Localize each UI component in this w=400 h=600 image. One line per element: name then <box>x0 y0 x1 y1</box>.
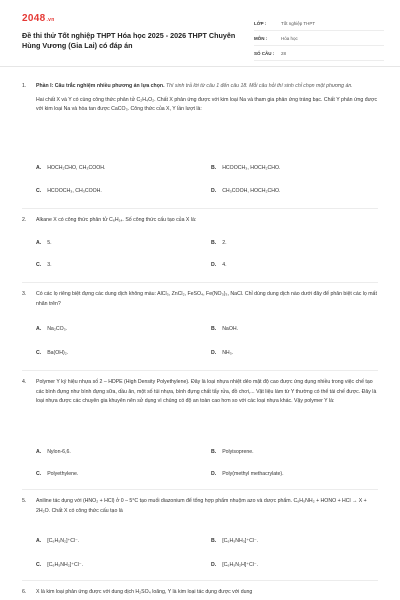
meta-key: LỚP : <box>254 20 267 26</box>
option-d[interactable] <box>211 350 376 360</box>
meta-value: 28 <box>281 50 287 56</box>
option-b[interactable] <box>211 326 376 336</box>
option-letter: B. <box>211 326 217 332</box>
option-letter: A. <box>36 538 42 544</box>
option-text: [C₆H₅N₂]⁺Cl⁻. <box>47 538 80 544</box>
option-letter: A. <box>36 449 42 455</box>
option-a[interactable] <box>36 165 201 175</box>
option-text: 5. <box>47 240 52 246</box>
option-text: HOCH₂CHO, CH₃COOH. <box>47 165 106 171</box>
option-text: 2. <box>222 240 227 246</box>
option-letter: C. <box>36 562 42 568</box>
question-3 <box>22 290 378 309</box>
option-c[interactable] <box>36 471 201 481</box>
option-letter: A. <box>36 326 42 332</box>
question-number: 2. <box>22 217 27 223</box>
question-number: 4. <box>22 379 27 385</box>
question-text: X là kim loại phản ứng được với dung dịch H₂SO₄ loãng, Y là kim loại tác dụng được với dung <box>36 589 253 595</box>
meta-row-class <box>254 16 384 31</box>
option-d[interactable] <box>211 562 376 572</box>
option-c[interactable] <box>36 350 201 360</box>
question-1 <box>22 82 378 115</box>
exam-title: Đề thi thử Tốt nghiệp THPT Hóa học 2025 - 2026 THPT Chuyên Hùng Vương (Gia Lai) có đáp án <box>22 31 236 50</box>
meta-key: SỐ CÂU : <box>254 50 275 56</box>
option-b[interactable] <box>211 165 376 175</box>
option-letter: B. <box>211 538 217 544</box>
question-text: Alkane X có công thức phân tử C₆H₁₄. Số công thức cấu tạo của X là: <box>36 217 197 223</box>
question-stem <box>36 378 378 407</box>
question-6 <box>22 588 378 598</box>
option-b[interactable] <box>211 538 376 548</box>
option-letter: D. <box>211 262 217 268</box>
option-text: Polyethylene. <box>47 471 79 477</box>
divider <box>22 208 378 209</box>
option-a[interactable] <box>36 326 201 336</box>
option-c[interactable] <box>36 562 201 572</box>
option-text: Ba(OH)₂. <box>47 350 69 356</box>
question-4 <box>22 378 378 407</box>
question-stem <box>36 497 378 516</box>
option-b[interactable] <box>211 449 376 459</box>
option-text: CH₃COOH, HOCH₂CHO. <box>222 188 281 194</box>
option-letter: A. <box>36 240 42 246</box>
question-text: Hai chất X và Y có cùng công thức phân tử C₂H₄O₂. Chất X phản ứng được với kim loại Na và tham gia phản ứng tráng bạc. Chất Y phản ứng được với kim loại Na và hòa tan được CaCO₃. Công thức của X, Y lần lượt là: <box>36 96 378 112</box>
option-d[interactable] <box>211 471 376 481</box>
option-text: 3. <box>47 262 52 268</box>
option-text: Poly(methyl methacrylate). <box>222 471 284 477</box>
site-logo[interactable] <box>22 13 55 24</box>
question-stem <box>36 82 378 115</box>
option-text: Nylon-6,6. <box>47 449 71 455</box>
option-text: NaOH. <box>222 326 239 332</box>
option-a[interactable] <box>36 538 201 548</box>
option-text: Polyisoprene. <box>222 449 254 455</box>
logo-main: 2048 <box>22 13 46 24</box>
option-letter: D. <box>211 471 217 477</box>
question-text: Có các lọ riêng biệt đựng các dung dịch không màu: AlCl₃, ZnCl₂, FeSO₄, Fe(NO₃)₃, NaCl. Chỉ dùng dung dịch nào dưới đây để phân biệt các lọ mất nhãn trên? <box>36 291 377 307</box>
question-2 <box>22 216 378 226</box>
question-number: 5. <box>22 498 27 504</box>
option-letter: B. <box>211 165 217 171</box>
option-letter: B. <box>211 240 217 246</box>
question-number: 3. <box>22 291 27 297</box>
divider <box>22 282 378 283</box>
option-letter: D. <box>211 350 217 356</box>
divider <box>22 489 378 490</box>
question-stem <box>36 588 378 598</box>
option-text: [C₆H₅N₂H]⁺Cl⁻. <box>222 562 259 568</box>
section-instruction: Thí sinh trả lời từ câu 1 đến câu 18. Mỗi câu hỏi thí sinh chỉ chọn một phương án. <box>165 83 353 89</box>
option-c[interactable] <box>36 188 201 198</box>
meta-row-count <box>254 46 384 61</box>
option-letter: A. <box>36 165 42 171</box>
option-letter: B. <box>211 449 217 455</box>
option-letter: C. <box>36 350 42 356</box>
option-text: HCOOCH₃, HOCH₂CHO. <box>222 165 281 171</box>
meta-row-subject <box>254 31 384 46</box>
option-letter: C. <box>36 262 42 268</box>
option-text: NH₃. <box>222 350 234 356</box>
divider <box>22 580 378 581</box>
option-letter: D. <box>211 188 217 194</box>
option-text: [C₆H₅NH₃]⁺Cl⁻. <box>222 538 259 544</box>
option-text: 4. <box>222 262 227 268</box>
exam-meta <box>254 16 384 61</box>
question-number: 1. <box>22 83 27 89</box>
question-text: Aniline tác dụng với (HNO₂ + HCl) ở 0 – 5°C tạo muối diazonium để tổng hợp phẩm nhuộm azo và dược phẩm. C₆H₅NH₂ + HONO + HCl → X + 2H₂O. Chất X có công thức cấu tạo là <box>36 498 367 514</box>
question-stem <box>36 216 378 226</box>
option-letter: C. <box>36 188 42 194</box>
option-text: [C₆H₅NH₂]⁺Cl⁻. <box>47 562 84 568</box>
meta-key: MÔN : <box>254 35 268 41</box>
section-heading: Phần I: Câu trắc nghiệm nhiều phương án lựa chọn. <box>36 83 165 89</box>
logo-suffix: .vn <box>46 17 55 23</box>
option-c[interactable] <box>36 262 201 272</box>
option-d[interactable] <box>211 188 376 198</box>
option-letter: C. <box>36 471 42 477</box>
option-text: HCOOCH₃, CH₃COOH. <box>47 188 102 194</box>
question-stem <box>36 290 378 309</box>
divider <box>22 370 378 371</box>
option-a[interactable] <box>36 449 201 459</box>
option-b[interactable] <box>211 240 376 250</box>
exam-header <box>0 0 400 67</box>
question-text: Polymer Y ký hiệu nhựa số 2 – HDPE (High Density Polyethylene). Đây là loại nhựa nhiệt dẻo mật độ cao được ứng dụng nhiều trong việc chế tạo các bình đựng như bình đựng sữa, dầu ăn, một số túi nhựa, bình đựng chất tẩy rửa, đồ chơi,... Vật liệu làm từ Y thường có thể tái chế được. Đây là loại nhựa được các chuyên gia khuyên nên sử dụng vì chúng có độ an toàn cao hơn so với các loại nhựa khác. Vậy polymer Y là: <box>36 379 377 404</box>
option-d[interactable] <box>211 262 376 272</box>
meta-value: Tốt nghiệp THPT <box>281 20 316 26</box>
option-text: Na₂CO₃. <box>47 326 68 332</box>
question-5 <box>22 497 378 516</box>
option-a[interactable] <box>36 240 201 250</box>
option-letter: D. <box>211 562 217 568</box>
meta-value: Hóa học <box>281 35 298 41</box>
question-number: 6. <box>22 589 27 595</box>
